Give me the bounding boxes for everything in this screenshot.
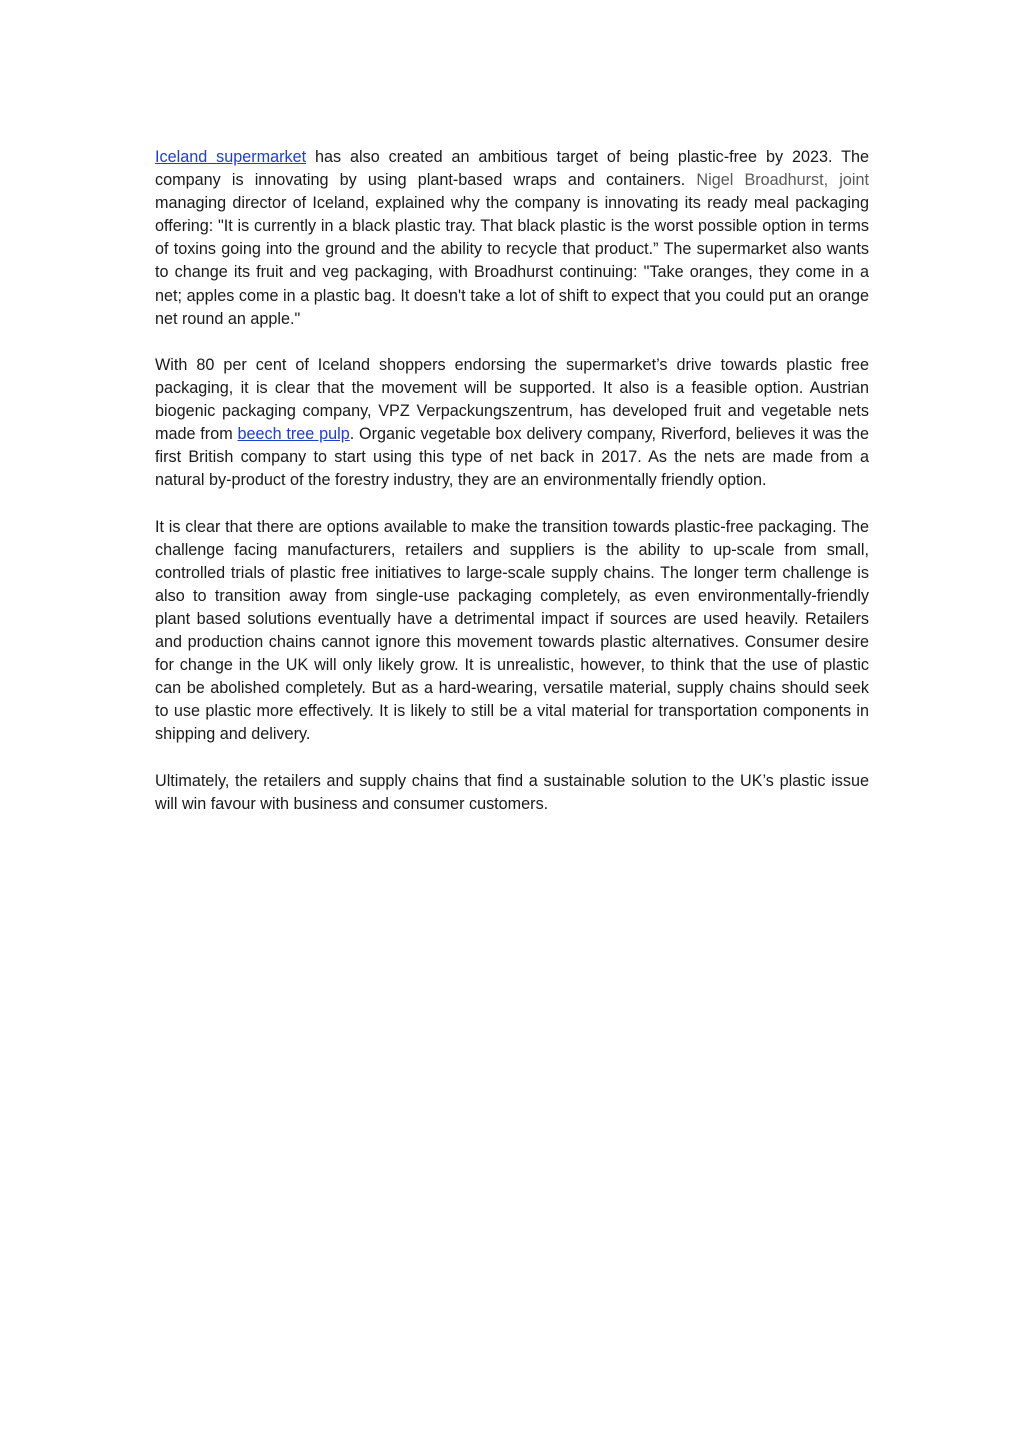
paragraph-text: It is clear that there are options available to make the transition towards plastic-free packaging. The challenge facing manufacturers, retailers and suppliers is the ability to up-scale from small, controlled trials of plastic free initiatives to large-scale supply chains. The longer term challenge is also to transition away from single-use packaging completely, as even environmentally-friendly plant based solutions eventually have a detrimental impact if sources are used heavily. Retailers and production chains cannot ignore this movement towards plastic alternatives. Consumer desire for change in the UK will only likely grow. It is unrealistic, however, to think that the use of plastic can be abolished completely. But as a hard-wearing, versatile material, supply chains should seek to use plastic more effectively. It is likely to still be a vital material for transportation components in shipping and delivery. bbox=[155, 517, 869, 744]
paragraph-text: Ultimately, the retailers and supply chains that find a sustainable solution to the UK’s plastic issue will win favour with business and consumer customers. bbox=[155, 771, 869, 813]
paragraph-text: . Organic vegetable box delivery company, Riverford, believes it was the first British company to start using this type of net back in 2017. As the nets are made from a natural by-product of the forestry industry, they are an environmentally friendly option. bbox=[155, 425, 869, 490]
paragraph-text: managing director of Iceland, explained why the company is innovating its ready meal packaging offering: "It is currently in a black plastic tray. That black plastic is the worst possible option in terms of toxins going into the ground and the ability to recycle that product.” The supermarket also wants to change its fruit and veg packaging, with Broadhurst continuing: "Take oranges, they come in a net; apples come in a plastic bag. It doesn't take a lot of shift to expect that you could put an orange net round an apple." bbox=[155, 194, 869, 328]
paragraph-text: With 80 per cent of Iceland shoppers endorsing the supermarket’s drive towards plastic free packaging, it is clear that the movement will be supported. It also is a feasible option. Austrian biogenic packaging company, VPZ Verpackungszentrum, has developed fruit and vegetable nets made from bbox=[155, 355, 869, 444]
paragraph-shoppers bbox=[155, 354, 869, 493]
gray-text: Nigel Broadhurst, joint bbox=[696, 171, 869, 190]
beech-tree-pulp-link[interactable]: beech tree pulp bbox=[237, 425, 350, 444]
paragraph-text: has also created an ambitious target of being plastic-free by 2023. The company is innovating by using plant-based wraps and containers. bbox=[155, 148, 869, 190]
document-page bbox=[155, 146, 869, 839]
paragraph-conclusion bbox=[155, 770, 869, 816]
paragraph-iceland bbox=[155, 146, 869, 331]
iceland-supermarket-link[interactable]: Iceland supermarket bbox=[155, 148, 307, 166]
paragraph-options bbox=[155, 516, 869, 747]
